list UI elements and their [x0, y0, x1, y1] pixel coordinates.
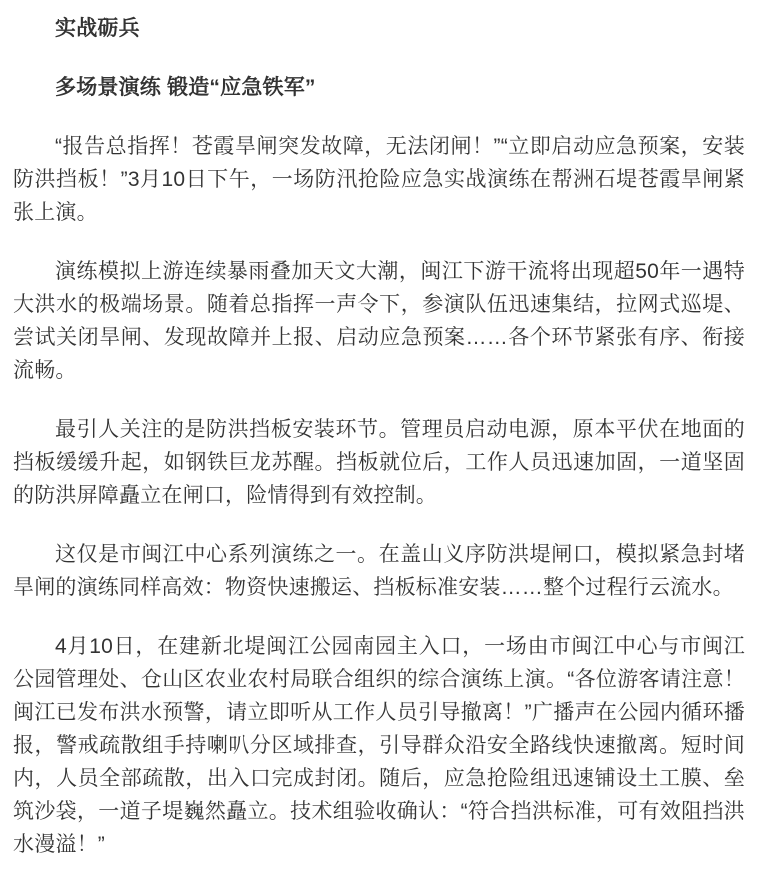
paragraph-5: 4月10日，在建新北堤闽江公园南园主入口，一场由市闽江中心与市闽江公园管理处、仓山区农业农村局联合组织的综合演练上演。“各位游客请注意！闽江已发布洪水预警，请立即听从工作人员引导撤离！”广播声在公园内循环播报，警戒疏散组手持喇叭分区域排查，引导群众沿安全路线快速撤离。短时间内，人员全部疏散，出入口完成封闭。随后，应急抢险组迅速铺设土工膜、垒筑沙袋，一道子堤巍然矗立。技术组验收确认：“符合挡洪标准，可有效阻挡洪水漫溢！” — [13, 635, 745, 856]
article-title: 多场景演练 锻造“应急铁军” — [55, 76, 316, 99]
paragraph-4: 这仅是市闽江中心系列演练之一。在盖山义序防洪堤闸口，模拟紧急封堵旱闸的演练同样高效：物资快速搬运、挡板标准安装……整个过程行云流水。 — [13, 543, 745, 599]
paragraph-2: 演练模拟上游连续暴雨叠加天文大潮，闽江下游干流将出现超50年一遇特大洪水的极端场景。随着总指挥一声令下，参演队伍迅速集结，拉网式巡堤、尝试关闭旱闸、发现故障并上报、启动应急预案……各个环节紧张有序、衔接流畅。 — [13, 260, 745, 382]
paragraph-3: 最引人关注的是防洪挡板安装环节。管理员启动电源，原本平伏在地面的挡板缓缓升起，如钢铁巨龙苏醒。挡板就位后，工作人员迅速加固，一道坚固的防洪屏障矗立在闸口，险情得到有效控制。 — [13, 418, 745, 507]
paragraph-1: “报告总指挥！苍霞旱闸突发故障，无法闭闸！”“立即启动应急预案，安装防洪挡板！”3月10日下午，一场防汛抢险应急实战演练在帮洲石堤苍霞旱闸紧张上演。 — [13, 135, 745, 224]
article-kicker: 实战砺兵 — [55, 17, 140, 40]
